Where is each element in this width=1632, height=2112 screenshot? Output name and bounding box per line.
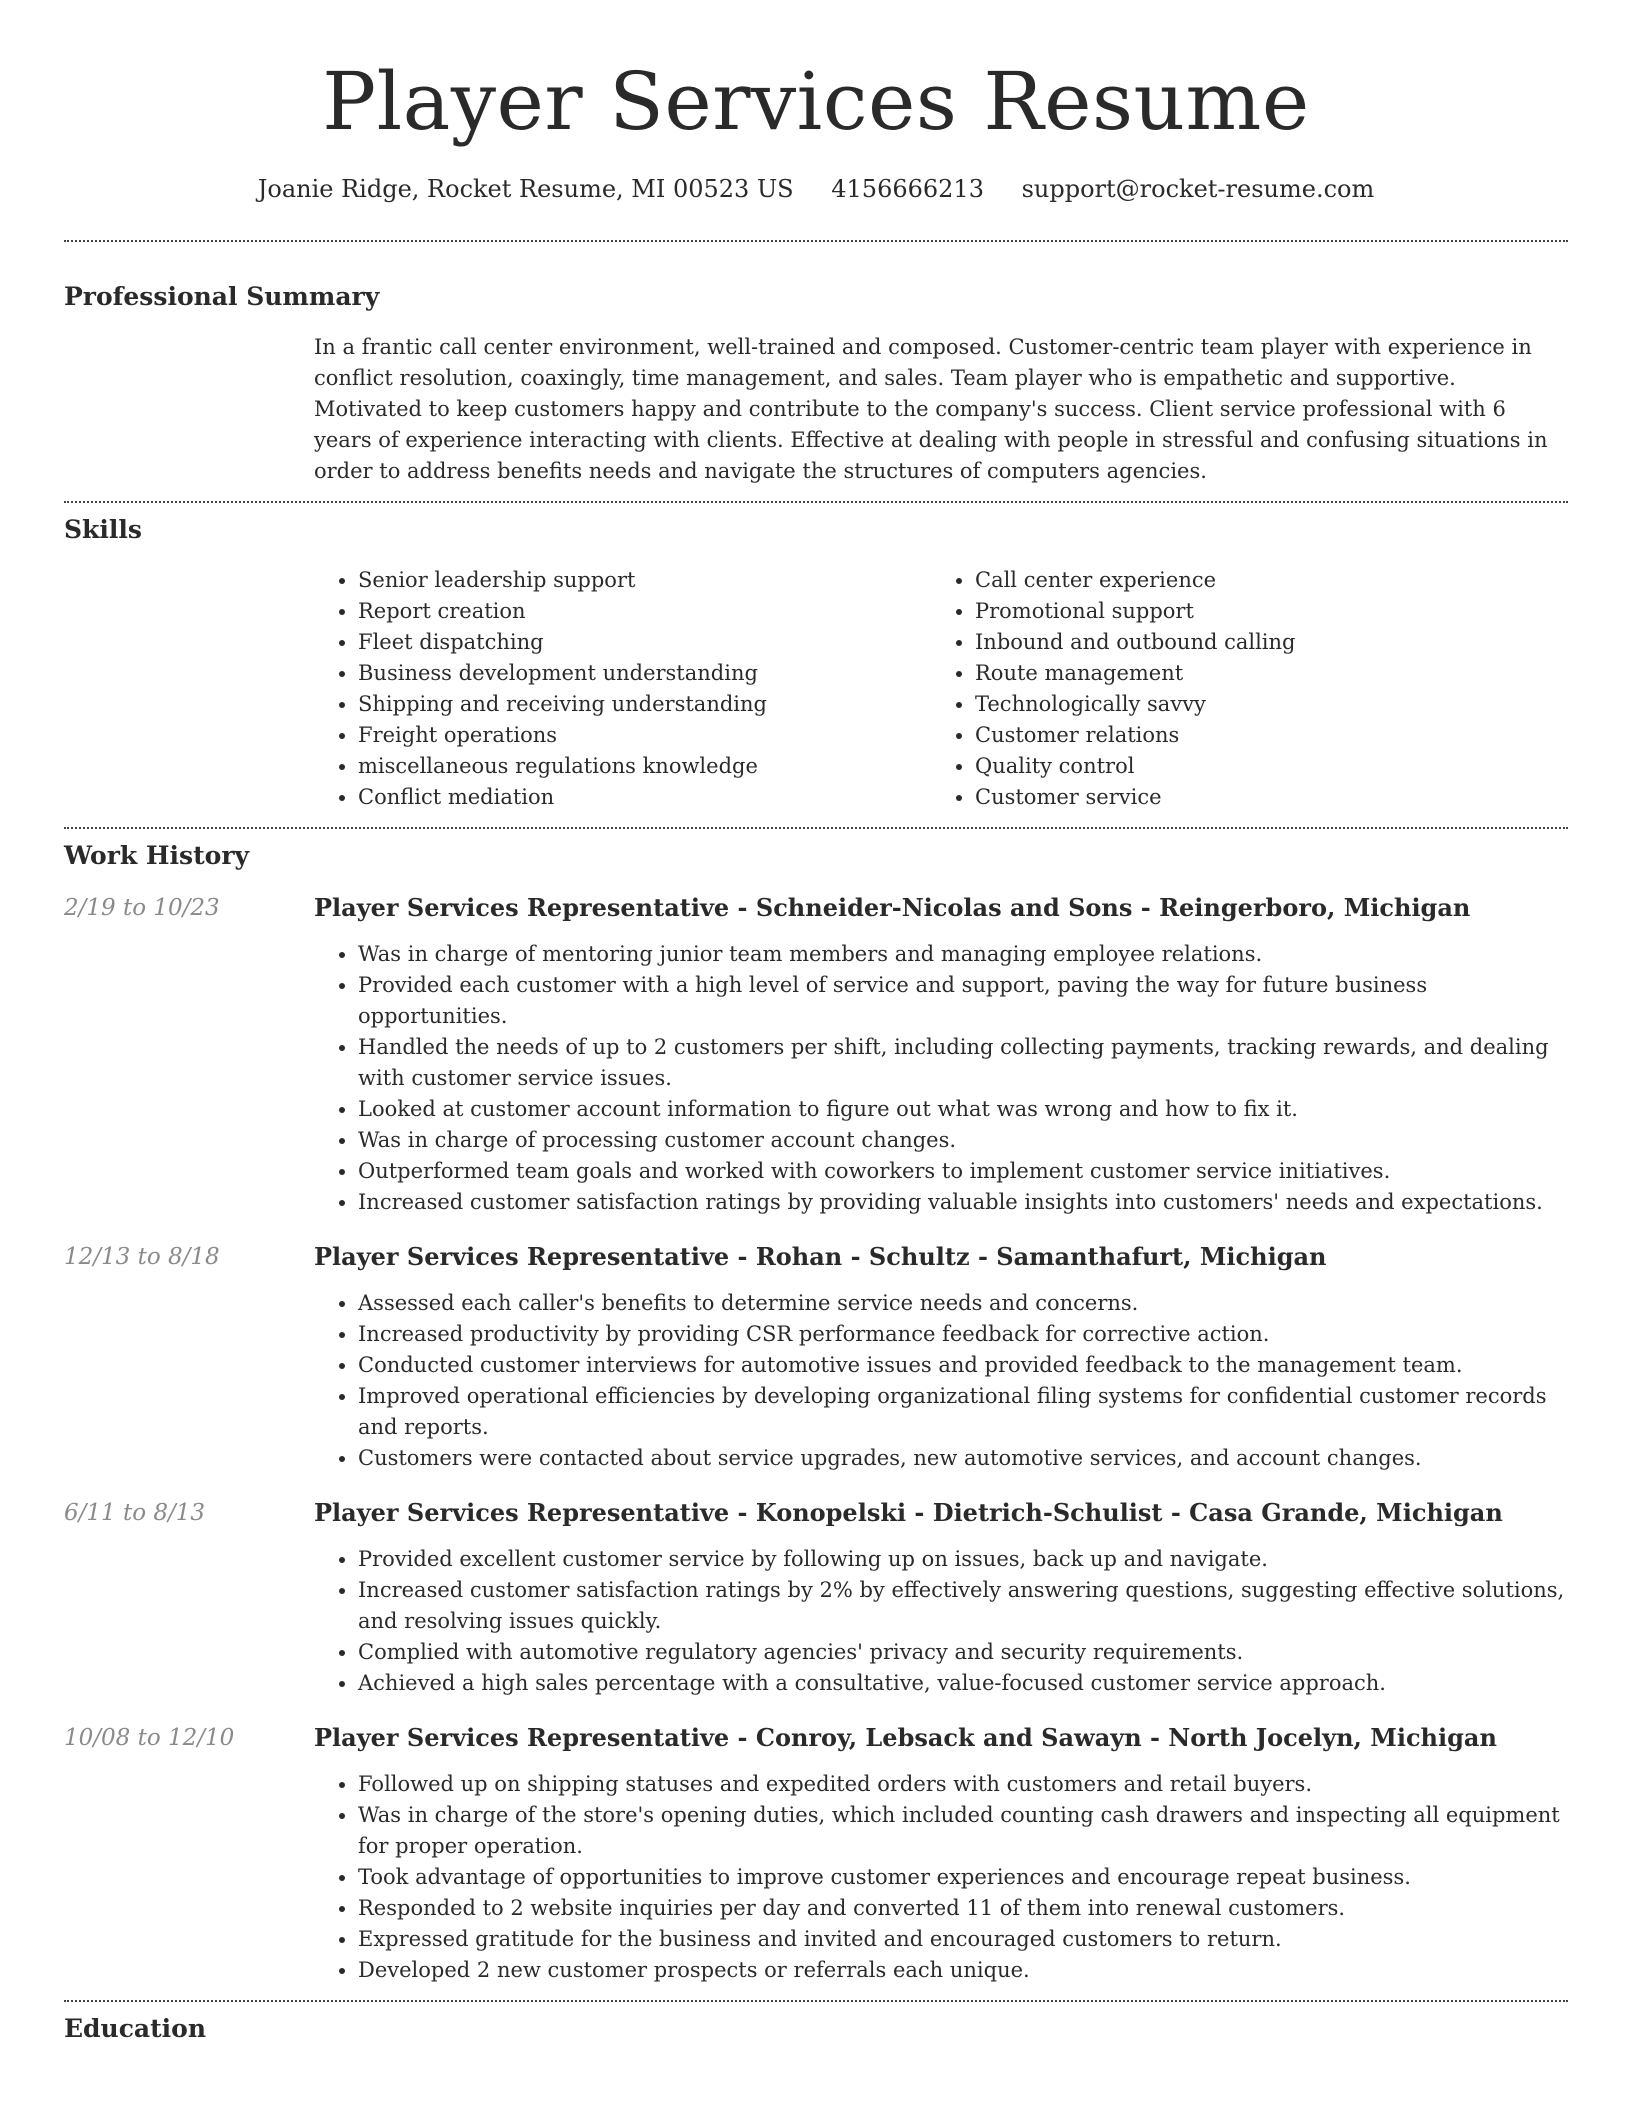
job-title: Player Services Representative - Conroy, Lebsack and Sawayn - North Jocelyn, Michigan — [314, 1723, 1497, 1752]
job-dates: 10/08 to 12/10 — [64, 1725, 235, 1751]
job-list — [64, 891, 1568, 1986]
list-item: • Took advantage of opportunities to improve customer experiences and encourage repeat business. — [358, 1862, 1568, 1893]
contact-email: support@rocket-resume.com — [1021, 175, 1375, 203]
list-item: • Was in charge of mentoring junior team members and managing employee relations. — [358, 939, 1568, 970]
list-item: • Outperformed team goals and worked with coworkers to implement customer service initiatives. — [358, 1156, 1568, 1187]
list-item: • Fleet dispatching — [358, 627, 951, 658]
list-item: • Freight operations — [358, 720, 951, 751]
skills-section — [64, 503, 1568, 813]
list-item: • Conducted customer interviews for automotive issues and provided feedback to the management team. — [358, 1350, 1568, 1381]
list-item: • Complied with automotive regulatory agencies' privacy and security requirements. — [358, 1637, 1568, 1668]
job-entry — [64, 891, 1568, 1218]
education-section — [64, 2002, 1568, 2046]
section-heading-summary: Professional Summary — [64, 282, 380, 311]
list-item: • Promotional support — [975, 596, 1568, 627]
job-title: Player Services Representative - Konopelski - Dietrich-Schulist - Casa Grande, Michigan — [314, 1498, 1503, 1527]
job-bullets — [314, 1769, 1568, 1986]
list-item: • Handled the needs of up to 2 customers per shift, including collecting payments, tracking rewards, and dealing with customer service issues. — [358, 1032, 1568, 1094]
list-item: • Assessed each caller's benefits to determine service needs and concerns. — [358, 1288, 1568, 1319]
list-item: • Improved operational efficiencies by developing organizational filing systems for confidential customer records and reports. — [358, 1381, 1568, 1443]
list-item: • Customer service — [975, 782, 1568, 813]
list-item: • Was in charge of the store's opening duties, which included counting cash drawers and inspecting all equipment for proper operation. — [358, 1800, 1568, 1862]
section-heading-education: Education — [64, 2014, 207, 2043]
section-heading-work-history: Work History — [64, 841, 250, 870]
list-item: • Increased customer satisfaction ratings by 2% by effectively answering questions, suggesting effective solutions, and resolving issues quickly. — [358, 1575, 1568, 1637]
section-heading-skills: Skills — [64, 515, 142, 544]
job-title: Player Services Representative - Schneider-Nicolas and Sons - Reingerboro, Michigan — [314, 893, 1471, 922]
list-item: • Call center experience — [975, 565, 1568, 596]
list-item: • Shipping and receiving understanding — [358, 689, 951, 720]
job-entry — [64, 1496, 1568, 1699]
list-item: • Senior leadership support — [358, 565, 951, 596]
job-dates: 2/19 to 10/23 — [64, 895, 220, 921]
skills-list-left — [314, 565, 951, 813]
list-item: • Inbound and outbound calling — [975, 627, 1568, 658]
work-history-section — [64, 829, 1568, 1986]
job-bullets — [314, 1288, 1568, 1474]
contact-line — [64, 172, 1568, 206]
list-item: • Developed 2 new customer prospects or referrals each unique. — [358, 1955, 1568, 1986]
list-item: • Provided excellent customer service by following up on issues, back up and navigate. — [358, 1544, 1568, 1575]
skills-list-right — [951, 565, 1568, 813]
list-item: • Achieved a high sales percentage with a consultative, value-focused customer service approach. — [358, 1668, 1568, 1699]
list-item: • Looked at customer account information to figure out what was wrong and how to fix it. — [358, 1094, 1568, 1125]
job-dates: 6/11 to 8/13 — [64, 1500, 206, 1526]
summary-section — [64, 242, 1568, 487]
job-entry — [64, 1240, 1568, 1474]
list-item: • Report creation — [358, 596, 951, 627]
list-item: • Responded to 2 website inquiries per day and converted 11 of them into renewal customers. — [358, 1893, 1568, 1924]
list-item: • Provided each customer with a high level of service and support, paving the way for future business opportunities. — [358, 970, 1568, 1032]
page-title: Player Services Resume — [322, 55, 1310, 148]
contact-address: Joanie Ridge, Rocket Resume, MI 00523 US — [257, 175, 794, 203]
list-item: • miscellaneous regulations knowledge — [358, 751, 951, 782]
list-item: • Increased productivity by providing CSR performance feedback for corrective action. — [358, 1319, 1568, 1350]
contact-phone: 4156666213 — [831, 175, 984, 203]
list-item: • Conflict mediation — [358, 782, 951, 813]
job-dates: 12/13 to 8/18 — [64, 1244, 220, 1270]
list-item: • Business development understanding — [358, 658, 951, 689]
list-item: • Route management — [975, 658, 1568, 689]
list-item: • Followed up on shipping statuses and expedited orders with customers and retail buyers. — [358, 1769, 1568, 1800]
job-title: Player Services Representative - Rohan - Schultz - Samanthafurt, Michigan — [314, 1242, 1327, 1271]
list-item: • Customer relations — [975, 720, 1568, 751]
list-item: • Customers were contacted about service upgrades, new automotive services, and account changes. — [358, 1443, 1568, 1474]
summary-text: In a frantic call center environment, well-trained and composed. Customer-centric team player with experience in conflict resolution, coaxingly, time management, and sales. Team player who is empathetic and supportive. Motivated to keep customers happy and contribute to the company's success. Client service professional with 6 years of experience interacting with clients. Effective at dealing with people in stressful and confusing situations in order to address benefits needs and navigate the structures of computers agencies. — [314, 335, 1548, 483]
list-item: • Was in charge of processing customer account changes. — [358, 1125, 1568, 1156]
job-entry — [64, 1721, 1568, 1986]
list-item: • Increased customer satisfaction ratings by providing valuable insights into customers' needs and expectations. — [358, 1187, 1568, 1218]
list-item: • Expressed gratitude for the business and invited and encouraged customers to return. — [358, 1924, 1568, 1955]
job-bullets — [314, 1544, 1568, 1699]
list-item: • Quality control — [975, 751, 1568, 782]
job-bullets — [314, 939, 1568, 1218]
list-item: • Technologically savvy — [975, 689, 1568, 720]
